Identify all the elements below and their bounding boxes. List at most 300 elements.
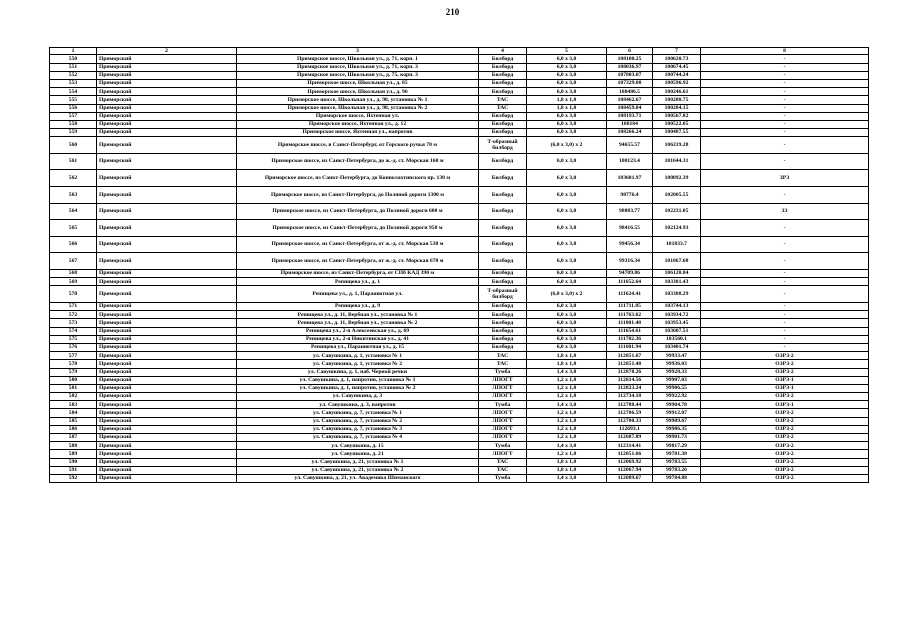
row-number-cell: 572 — [50, 311, 97, 319]
zone-cell: - — [701, 129, 869, 137]
table-row — [50, 55, 869, 63]
coord-x-cell: 111702.36 — [607, 335, 653, 343]
coord-x-cell: 108486.5 — [607, 88, 653, 96]
coord-x-cell: 99456.34 — [607, 236, 653, 253]
table-row — [50, 425, 869, 433]
address-cell: ул. Савушкина, д. 1, установка № 2 — [237, 360, 479, 368]
address-cell: ул. Савушкина, д. 7, установка № 2 — [237, 417, 479, 425]
advertising-structures-table — [49, 47, 869, 483]
structure-type-cell: ЛПОГТ — [479, 376, 527, 384]
coord-x-cell: 112851.48 — [607, 360, 653, 368]
coord-x-cell: 108036.97 — [607, 63, 653, 71]
district-cell: Приморский — [97, 458, 237, 466]
coord-y-cell: 99784.88 — [653, 474, 701, 482]
zone-cell: - — [701, 335, 869, 343]
table-row — [50, 384, 869, 392]
coord-y-cell: 100892.39 — [653, 170, 701, 187]
coord-y-cell: 99933.47 — [653, 352, 701, 360]
coord-x-cell: 94709.86 — [607, 270, 653, 278]
address-cell: Приморское шоссе, из Санкт-Петербурга, до ж.-д. ст. Морская 160 м — [237, 153, 479, 170]
row-number-cell: 560 — [50, 137, 97, 154]
coord-x-cell: 112067.94 — [607, 466, 653, 474]
row-number-cell: 565 — [50, 220, 97, 237]
address-cell: Приморское шоссе, Яхтенная ул., напротив — [237, 129, 479, 137]
size-cell: 6,0 x 3,0 — [527, 236, 607, 253]
table-row — [50, 120, 869, 128]
zone-cell: - — [701, 236, 869, 253]
address-cell: ул. Савушкина, д. 21, ул. Академика Шиманского — [237, 474, 479, 482]
zone-cell: - — [701, 319, 869, 327]
table-row — [50, 352, 869, 360]
coord-x-cell: 108459.04 — [607, 104, 653, 112]
size-cell: 6,0 x 3,0 — [527, 319, 607, 327]
structure-type-cell: ТАС — [479, 466, 527, 474]
table-row — [50, 458, 869, 466]
size-cell: 1,4 x 3,0 — [527, 442, 607, 450]
address-cell: ул. Савушкина, д. 21 — [237, 450, 479, 458]
coord-y-cell: 103401.74 — [653, 343, 701, 351]
district-cell: Приморский — [97, 203, 237, 220]
zone-cell: ЗЗ — [701, 203, 869, 220]
coord-y-cell: 103744.13 — [653, 303, 701, 311]
coord-y-cell: 99906.55 — [653, 384, 701, 392]
table-row — [50, 253, 869, 270]
size-cell: 1,2 x 1,8 — [527, 393, 607, 401]
size-cell: 1,8 x 1,8 — [527, 466, 607, 474]
size-cell: 6,0 x 3,0 — [527, 153, 607, 170]
zone-cell: - — [701, 220, 869, 237]
coord-y-cell: 103381.43 — [653, 278, 701, 286]
zone-cell: ОЗРЗ-2 — [701, 425, 869, 433]
row-number-cell: 558 — [50, 120, 97, 128]
coord-x-cell: 98776.4 — [607, 187, 653, 204]
table-row — [50, 79, 869, 87]
row-number-cell: 551 — [50, 63, 97, 71]
district-cell: Приморский — [97, 474, 237, 482]
structure-type-cell: Билборд — [479, 203, 527, 220]
zone-cell: ОЗРЗ-1 — [701, 376, 869, 384]
structure-type-cell: Билборд — [479, 311, 527, 319]
district-cell: Приморский — [97, 55, 237, 63]
district-cell: Приморский — [97, 63, 237, 71]
coord-y-cell: 106219.28 — [653, 137, 701, 154]
structure-type-cell: Билборд — [479, 236, 527, 253]
coord-y-cell: 102231.05 — [653, 203, 701, 220]
structure-type-cell: Тумба — [479, 401, 527, 409]
structure-type-cell: Билборд — [479, 120, 527, 128]
size-cell: 6,0 x 3,0 — [527, 120, 607, 128]
coord-x-cell: 108184 — [607, 120, 653, 128]
table-row — [50, 360, 869, 368]
district-cell: Приморский — [97, 393, 237, 401]
size-cell: 1,2 x 1,8 — [527, 450, 607, 458]
structure-type-cell: ЛПОГТ — [479, 384, 527, 392]
row-number-cell: 589 — [50, 450, 97, 458]
address-cell: Репищева ул., д. 1 — [237, 278, 479, 286]
coord-y-cell: 99907.03 — [653, 376, 701, 384]
zone-cell: ОЗРЗ-2 — [701, 434, 869, 442]
coord-x-cell: 107803.07 — [607, 71, 653, 79]
coord-y-cell: 99906.35 — [653, 425, 701, 433]
structure-type-cell: ЛПОГТ — [479, 450, 527, 458]
coord-y-cell: 99783.26 — [653, 466, 701, 474]
row-number-cell: 570 — [50, 286, 97, 303]
structure-type-cell: Билборд — [479, 112, 527, 120]
zone-cell: ОЗРЗ-2 — [701, 458, 869, 466]
address-cell: Приморское шоссе, Школьная ул., д. 75, корп. 3 — [237, 71, 479, 79]
structure-type-cell: Билборд — [479, 55, 527, 63]
address-cell: Приморское шоссе, Школьная ул., д. 98, установка № 1 — [237, 96, 479, 104]
structure-type-cell: Билборд — [479, 253, 527, 270]
size-cell: 6,0 x 3,0 — [527, 327, 607, 335]
structure-type-cell: ТАС — [479, 104, 527, 112]
table-row — [50, 220, 869, 237]
zone-cell: - — [701, 112, 869, 120]
table-row — [50, 319, 869, 327]
district-cell: Приморский — [97, 170, 237, 187]
address-cell: Репищева ул., д. 11, Вербная ул., установка № 2 — [237, 319, 479, 327]
zone-cell: ОЗРЗ-2 — [701, 368, 869, 376]
table-row — [50, 270, 869, 278]
zone-cell: - — [701, 270, 869, 278]
district-cell: Приморский — [97, 129, 237, 137]
district-cell: Приморский — [97, 368, 237, 376]
size-cell: 6,0 x 3,0 — [527, 220, 607, 237]
structure-type-cell: Тумба — [479, 474, 527, 482]
coord-y-cell: 103388.29 — [653, 286, 701, 303]
row-number-cell: 550 — [50, 55, 97, 63]
structure-type-cell: Билборд — [479, 327, 527, 335]
zone-cell: - — [701, 88, 869, 96]
size-cell: 6,0 x 3,0 — [527, 187, 607, 204]
size-cell: 1,4 x 3,0 — [527, 401, 607, 409]
size-cell: 1,4 x 3,0 — [527, 368, 607, 376]
coord-x-cell: 99316.34 — [607, 253, 653, 270]
coord-y-cell: 100522.05 — [653, 120, 701, 128]
structure-type-cell: Тумба — [479, 368, 527, 376]
table-row — [50, 335, 869, 343]
coord-y-cell: 99781.38 — [653, 450, 701, 458]
coord-y-cell: 102005.55 — [653, 187, 701, 204]
district-cell: Приморский — [97, 303, 237, 311]
row-number-cell: 591 — [50, 466, 97, 474]
structure-type-cell: Т-образный билборд — [479, 286, 527, 303]
district-cell: Приморский — [97, 236, 237, 253]
address-cell: Приморское шоссе, из Санкт-Петербурга, до Поляной дороги 950 м — [237, 220, 479, 237]
address-cell: Приморское шоссе, в Санкт-Петербург, от Горского ручья 70 м — [237, 137, 479, 154]
zone-cell: - — [701, 104, 869, 112]
district-cell: Приморский — [97, 327, 237, 335]
size-cell: 1,8 x 1,8 — [527, 458, 607, 466]
zone-cell: ОЗРЗ-2 — [701, 360, 869, 368]
district-cell: Приморский — [97, 286, 237, 303]
coord-y-cell: 99909.67 — [653, 417, 701, 425]
table-row — [50, 376, 869, 384]
row-number-cell: 552 — [50, 71, 97, 79]
district-cell: Приморский — [97, 466, 237, 474]
size-cell: 6,0 x 3,0 — [527, 311, 607, 319]
address-cell: ул. Савушкина, д. 1, напротив, установка № 1 — [237, 376, 479, 384]
district-cell: Приморский — [97, 220, 237, 237]
table-row — [50, 409, 869, 417]
zone-cell: - — [701, 187, 869, 204]
column-header: 7 — [653, 48, 701, 55]
address-cell: Репищева ул., д. 11, Вербная ул., установка № 1 — [237, 311, 479, 319]
district-cell: Приморский — [97, 376, 237, 384]
coord-x-cell: 94655.57 — [607, 137, 653, 154]
row-number-cell: 586 — [50, 425, 97, 433]
row-number-cell: 557 — [50, 112, 97, 120]
row-number-cell: 588 — [50, 442, 97, 450]
district-cell: Приморский — [97, 434, 237, 442]
coord-y-cell: 99912.07 — [653, 409, 701, 417]
zone-cell: - — [701, 286, 869, 303]
coord-x-cell: 108266.24 — [607, 129, 653, 137]
zone-cell: - — [701, 55, 869, 63]
address-cell: Приморское шоссе, из Санкт-Петербурга, до Поляной дороги 1300 м — [237, 187, 479, 204]
row-number-cell: 576 — [50, 343, 97, 351]
zone-cell: - — [701, 153, 869, 170]
table-row — [50, 153, 869, 170]
size-cell: 1,2 x 1,8 — [527, 417, 607, 425]
table-row — [50, 63, 869, 71]
table-row — [50, 129, 869, 137]
size-cell: 6,0 x 3,0 — [527, 55, 607, 63]
row-number-cell: 566 — [50, 236, 97, 253]
district-cell: Приморский — [97, 417, 237, 425]
address-cell: Приморское шоссе, Яхтенная ул. — [237, 112, 479, 120]
row-number-cell: 581 — [50, 384, 97, 392]
column-header: 1 — [50, 48, 97, 55]
coord-y-cell: 100284.15 — [653, 104, 701, 112]
size-cell: 6,0 x 3,0 — [527, 112, 607, 120]
structure-type-cell: Билборд — [479, 88, 527, 96]
structure-type-cell: Билборд — [479, 303, 527, 311]
coord-x-cell: 112069.92 — [607, 458, 653, 466]
district-cell: Приморский — [97, 319, 237, 327]
structure-type-cell: Тумба — [479, 442, 527, 450]
coord-x-cell: 111711.85 — [607, 303, 653, 311]
coord-x-cell: 103601.97 — [607, 170, 653, 187]
table-row — [50, 327, 869, 335]
zone-cell: - — [701, 137, 869, 154]
size-cell: 6,0 x 3,0 — [527, 270, 607, 278]
structure-type-cell: Т-образный билборд — [479, 137, 527, 154]
row-number-cell: 583 — [50, 401, 97, 409]
coord-x-cell: 111652.64 — [607, 278, 653, 286]
table-row — [50, 88, 869, 96]
district-cell: Приморский — [97, 153, 237, 170]
row-number-cell: 556 — [50, 104, 97, 112]
coord-x-cell: 112687.89 — [607, 434, 653, 442]
structure-type-cell: Билборд — [479, 220, 527, 237]
coord-y-cell: 99904.78 — [653, 401, 701, 409]
table-row — [50, 236, 869, 253]
size-cell: 6,0 x 3,0 — [527, 88, 607, 96]
table-row — [50, 71, 869, 79]
structure-type-cell: ЛПОГТ — [479, 409, 527, 417]
row-number-cell: 554 — [50, 88, 97, 96]
size-cell: (6,0 x 3,0) x 2 — [527, 286, 607, 303]
address-cell: Приморское шоссе, Школьная ул., д. 98, установка № 2 — [237, 104, 479, 112]
row-number-cell: 587 — [50, 434, 97, 442]
row-number-cell: 573 — [50, 319, 97, 327]
size-cell: 6,0 x 3,0 — [527, 278, 607, 286]
table-row — [50, 137, 869, 154]
address-cell: ул. Савушкина, д. 7, установка № 4 — [237, 434, 479, 442]
table-row — [50, 368, 869, 376]
coord-x-cell: 111763.62 — [607, 311, 653, 319]
address-cell: Приморское шоссе, из Санкт-Петербурга, до Коннолахтинского пр. 130 м — [237, 170, 479, 187]
coord-x-cell: 107329.08 — [607, 79, 653, 87]
table-row — [50, 417, 869, 425]
address-cell: ул. Савушкина, д. 21, установка № 2 — [237, 466, 479, 474]
row-number-cell: 585 — [50, 417, 97, 425]
table-row — [50, 303, 869, 311]
row-number-cell: 579 — [50, 368, 97, 376]
row-number-cell: 592 — [50, 474, 97, 482]
structure-type-cell: ТАС — [479, 96, 527, 104]
structure-type-cell: Билборд — [479, 71, 527, 79]
table-row — [50, 401, 869, 409]
coord-y-cell: 103953.45 — [653, 319, 701, 327]
row-number-cell: 577 — [50, 352, 97, 360]
address-cell: Приморское шоссе, Школьная ул., д. 96 — [237, 88, 479, 96]
structure-type-cell: Билборд — [479, 187, 527, 204]
row-number-cell: 569 — [50, 278, 97, 286]
address-cell: Приморское шоссе, Школьная ул., д. 71, корп. 1 — [237, 55, 479, 63]
structure-type-cell: ЛПОГТ — [479, 434, 527, 442]
address-cell: Репищева ул., д. 1, Парашютная ул. — [237, 286, 479, 303]
address-cell: ул. Савушкина, д. 1, наб. Черной речки — [237, 368, 479, 376]
structure-type-cell: Билборд — [479, 278, 527, 286]
table-row — [50, 311, 869, 319]
district-cell: Приморский — [97, 335, 237, 343]
coord-y-cell: 100620.73 — [653, 55, 701, 63]
size-cell: 6,0 x 3,0 — [527, 335, 607, 343]
row-number-cell: 555 — [50, 96, 97, 104]
coord-y-cell: 101644.31 — [653, 153, 701, 170]
zone-cell: ОЗРЗ-1 — [701, 384, 869, 392]
zone-cell: ОЗРЗ-2 — [701, 450, 869, 458]
address-cell: Репищева ул., д. 9 — [237, 303, 479, 311]
district-cell: Приморский — [97, 401, 237, 409]
size-cell: 1,2 x 1,8 — [527, 434, 607, 442]
address-cell: ул. Савушкина, д. 7, установка № 1 — [237, 409, 479, 417]
size-cell: 1,8 x 1,8 — [527, 96, 607, 104]
coord-x-cell: 112851.67 — [607, 352, 653, 360]
zone-cell: ОЗРЗ-2 — [701, 474, 869, 482]
district-cell: Приморский — [97, 442, 237, 450]
row-number-cell: 568 — [50, 270, 97, 278]
zone-cell: - — [701, 253, 869, 270]
address-cell: Приморское шоссе, из Санкт-Петербурга, до Поляной дороги 600 м — [237, 203, 479, 220]
address-cell: ул. Савушкина, д. 21, установка № 1 — [237, 458, 479, 466]
table-row — [50, 343, 869, 351]
coord-x-cell: 112878.26 — [607, 368, 653, 376]
table-row — [50, 112, 869, 120]
row-number-cell: 559 — [50, 129, 97, 137]
column-header: 2 — [97, 48, 237, 55]
coord-x-cell: 108193.71 — [607, 112, 653, 120]
zone-cell: - — [701, 343, 869, 351]
coord-y-cell: 101867.68 — [653, 253, 701, 270]
coord-y-cell: 106120.84 — [653, 270, 701, 278]
district-cell: Приморский — [97, 278, 237, 286]
coord-y-cell: 100674.45 — [653, 63, 701, 71]
coord-y-cell: 100567.82 — [653, 112, 701, 120]
address-cell: Приморское шоссе, из Санкт-Петербурга, от ж.-д. ст. Морская 530 м — [237, 236, 479, 253]
structure-type-cell: Билборд — [479, 335, 527, 343]
column-header: 3 — [237, 48, 479, 55]
table-row — [50, 442, 869, 450]
zone-cell: ОЗРЗ-2 — [701, 409, 869, 417]
coord-x-cell: 98083.77 — [607, 203, 653, 220]
row-number-cell: 562 — [50, 170, 97, 187]
table-row — [50, 474, 869, 482]
size-cell: 6,0 x 3,0 — [527, 170, 607, 187]
coord-x-cell: 112700.33 — [607, 417, 653, 425]
structure-type-cell: ТАС — [479, 352, 527, 360]
size-cell: 1,4 x 3,0 — [527, 474, 607, 482]
district-cell: Приморский — [97, 343, 237, 351]
zone-cell: - — [701, 278, 869, 286]
district-cell: Приморский — [97, 104, 237, 112]
coord-x-cell: 112823.24 — [607, 384, 653, 392]
address-cell: ул. Савушкина, д. 1, установка № 1 — [237, 352, 479, 360]
size-cell: 6,0 x 3,0 — [527, 253, 607, 270]
table-row — [50, 466, 869, 474]
table-row — [50, 170, 869, 187]
coord-y-cell: 100744.24 — [653, 71, 701, 79]
structure-type-cell: Билборд — [479, 343, 527, 351]
coord-y-cell: 99901.73 — [653, 434, 701, 442]
table-row — [50, 434, 869, 442]
table-row — [50, 393, 869, 401]
address-cell: Приморское шоссе, Школьная ул., д. 71, корп. 3 — [237, 63, 479, 71]
size-cell: 1,2 x 1,8 — [527, 384, 607, 392]
row-number-cell: 567 — [50, 253, 97, 270]
column-header: 8 — [701, 48, 869, 55]
row-number-cell: 574 — [50, 327, 97, 335]
coord-x-cell: 108462.67 — [607, 96, 653, 104]
address-cell: Приморское шоссе, Школьная ул., д. 85 — [237, 79, 479, 87]
district-cell: Приморский — [97, 137, 237, 154]
column-header: 5 — [527, 48, 607, 55]
district-cell: Приморский — [97, 311, 237, 319]
district-cell: Приморский — [97, 88, 237, 96]
row-number-cell: 578 — [50, 360, 97, 368]
table-row — [50, 278, 869, 286]
size-cell: 6,0 x 3,0 — [527, 79, 607, 87]
structure-type-cell: ТАС — [479, 458, 527, 466]
district-cell: Приморский — [97, 409, 237, 417]
coord-x-cell: 112734.18 — [607, 393, 653, 401]
size-cell: (6,0 x 3,0) x 2 — [527, 137, 607, 154]
coord-x-cell: 112814.56 — [607, 376, 653, 384]
coord-y-cell: 102124.93 — [653, 220, 701, 237]
address-cell: Репищева ул., Парашютная ул., д. 15 — [237, 343, 479, 351]
zone-cell: ОЗРЗ-2 — [701, 352, 869, 360]
size-cell: 6,0 x 3,0 — [527, 303, 607, 311]
coord-x-cell: 112089.67 — [607, 474, 653, 482]
coord-y-cell: 100280.75 — [653, 96, 701, 104]
zone-cell: ОЗРЗ-2 — [701, 393, 869, 401]
district-cell: Приморский — [97, 270, 237, 278]
coord-x-cell: 111801.48 — [607, 319, 653, 327]
district-cell: Приморский — [97, 450, 237, 458]
coord-y-cell: 100246.61 — [653, 88, 701, 96]
